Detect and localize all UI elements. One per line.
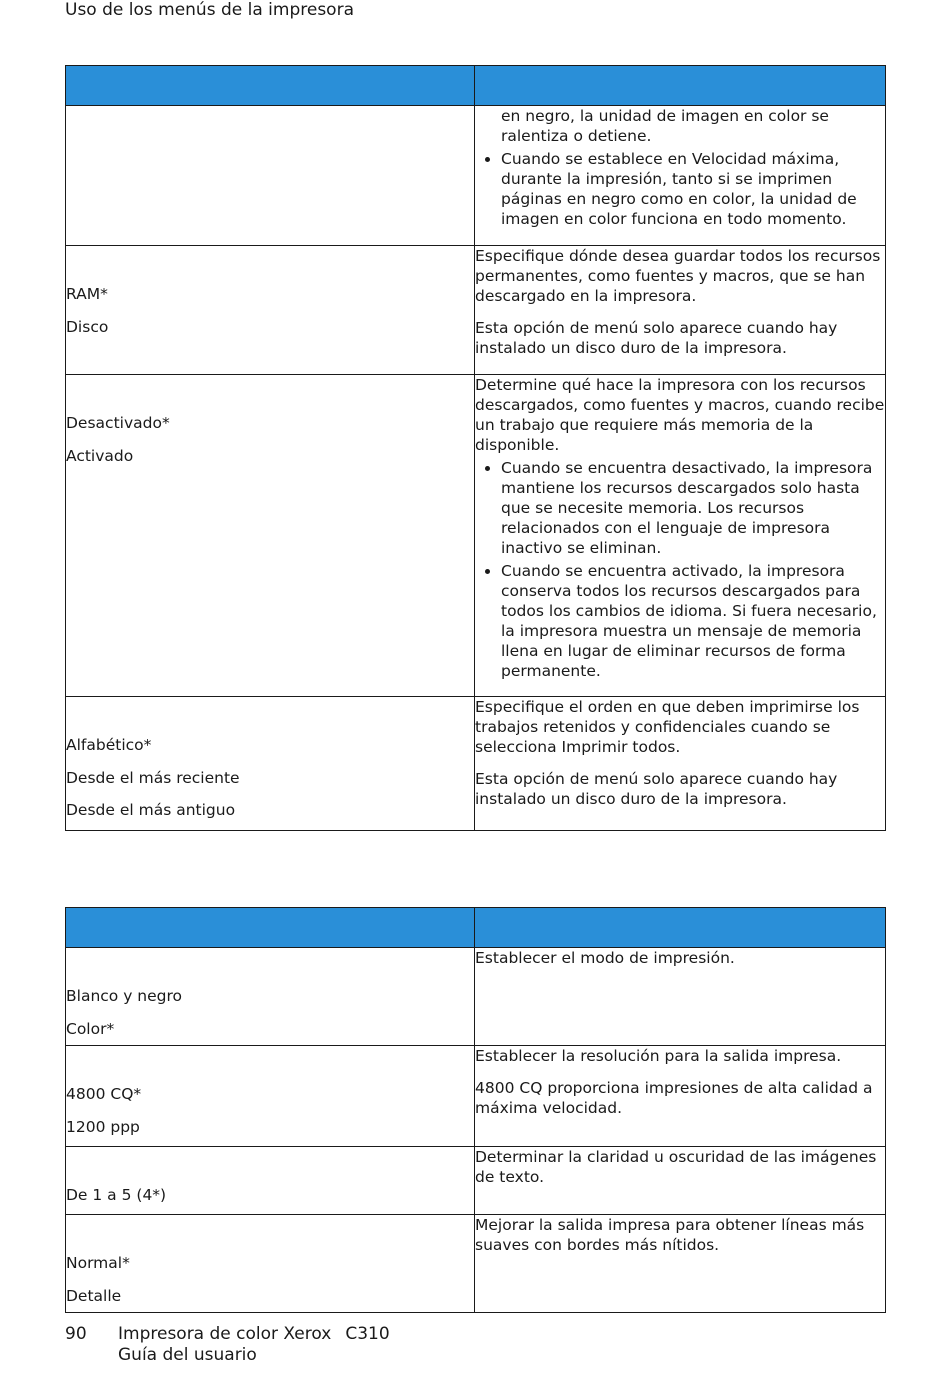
option-cell — [66, 697, 475, 831]
footer-doc-title: Guía del usuario — [118, 1345, 257, 1365]
footer-product-model: C310 — [345, 1324, 390, 1344]
option-cell — [66, 948, 475, 1046]
description-paragraph: Esta opción de menú solo aparece cuando hay instalado un disco duro de la impresora. — [475, 319, 838, 357]
option-value: Detalle — [66, 1286, 122, 1305]
option-value: Activado — [66, 446, 134, 465]
description-cell — [475, 1215, 886, 1313]
option-cell — [66, 1147, 475, 1215]
description-continuation: en negro, la unidad de imagen en color se ralentiza o detiene. — [501, 107, 829, 145]
footer-product-line — [118, 1324, 390, 1345]
table-row — [66, 1215, 886, 1313]
footer-document-info — [118, 1324, 390, 1366]
option-value: Disco — [66, 317, 109, 336]
description-cell — [475, 1147, 886, 1215]
header-cell-option — [66, 908, 475, 948]
header-cell-description — [475, 66, 886, 106]
option-value: Desde el más antiguo — [66, 801, 236, 819]
table-row — [66, 246, 886, 375]
page-number: 90 — [65, 1324, 87, 1344]
option-value: Normal* — [66, 1254, 130, 1272]
option-value: Desactivado* — [66, 414, 170, 432]
option-value: 4800 CQ* — [66, 1085, 142, 1103]
option-cell — [66, 1046, 475, 1147]
menu-table-2 — [65, 907, 886, 1313]
description-paragraph: Mejorar la salida impresa para obtener líneas más suaves con bordes más nítidos. — [475, 1216, 865, 1254]
description-paragraph: Especifique el orden en que deben imprimirse los trabajos retenidos y confidenciales cuando se selecciona Imprimir todos. — [475, 698, 860, 756]
table-row — [66, 375, 886, 697]
description-bullets — [475, 458, 885, 681]
option-value: RAM* — [66, 285, 108, 303]
description-cell — [475, 1046, 886, 1147]
description-paragraph: Esta opción de menú solo aparece cuando hay instalado un disco duro de la impresora. — [475, 770, 838, 808]
table-row — [66, 106, 886, 246]
description-cell — [475, 948, 886, 1046]
option-cell — [66, 375, 475, 697]
table-row — [66, 948, 886, 1046]
bullet-item: • Cuando se encuentra desactivado, la impresora mantiene los recursos descargados solo hasta que se necesite memoria. Los recursos relacionados con el lenguaje de impresora inactivo se eliminan. — [501, 458, 885, 558]
description-cell — [475, 375, 886, 697]
description-paragraph: Determine qué hace la impresora con los recursos descargados, como fuentes y macros, cuando recibe un trabajo que requiere más memoria de la disponible. — [475, 376, 885, 454]
option-value: Blanco y negro — [66, 987, 183, 1005]
page-header-title: Uso de los menús de la impresora — [65, 0, 354, 20]
description-paragraph: Determinar la claridad u oscuridad de las imágenes de texto. — [475, 1148, 877, 1186]
description-paragraph: Establecer el modo de impresión. — [475, 949, 735, 967]
description-paragraph: Establecer la resolución para la salida impresa. — [475, 1047, 842, 1065]
description-paragraph: 4800 CQ proporciona impresiones de alta calidad a máxima velocidad. — [475, 1079, 873, 1117]
footer-product-name: Impresora de color Xerox — [118, 1324, 332, 1344]
description-cell — [475, 106, 886, 246]
description-cell — [475, 246, 886, 375]
table-header-row — [66, 908, 886, 948]
table-header-row — [66, 66, 886, 106]
option-cell — [66, 246, 475, 375]
bullet-item: • Cuando se encuentra activado, la impresora conserva todos los recursos descargados para todos los cambios de idioma. Si fuera necesario, la impresora muestra un mensaje de memoria llena en lugar de eliminar recursos de forma permanente. — [501, 561, 885, 681]
option-value: De 1 a 5 (4*) — [66, 1186, 167, 1204]
option-value: 1200 ppp — [66, 1117, 140, 1136]
description-paragraph: Especifique dónde desea guardar todos los recursos permanentes, como fuentes y macros, que se han descargado en la impresora. — [475, 247, 881, 305]
menu-table-1 — [65, 65, 886, 831]
table-row — [66, 1046, 886, 1147]
option-value: Color* — [66, 1019, 115, 1038]
option-value: Alfabético* — [66, 736, 152, 754]
option-cell — [66, 1215, 475, 1313]
option-cell — [66, 106, 475, 246]
header-cell-description — [475, 908, 886, 948]
bullet-item: • Cuando se establece en Velocidad máxima, durante la impresión, tanto si se imprimen páginas en negro como en color, la unidad de imagen en color funciona en todo momento. — [501, 149, 885, 229]
header-cell-option — [66, 66, 475, 106]
table-row — [66, 697, 886, 831]
option-value: Desde el más reciente — [66, 768, 240, 787]
description-cell — [475, 697, 886, 831]
table-row — [66, 1147, 886, 1215]
description-bullets — [475, 149, 885, 229]
